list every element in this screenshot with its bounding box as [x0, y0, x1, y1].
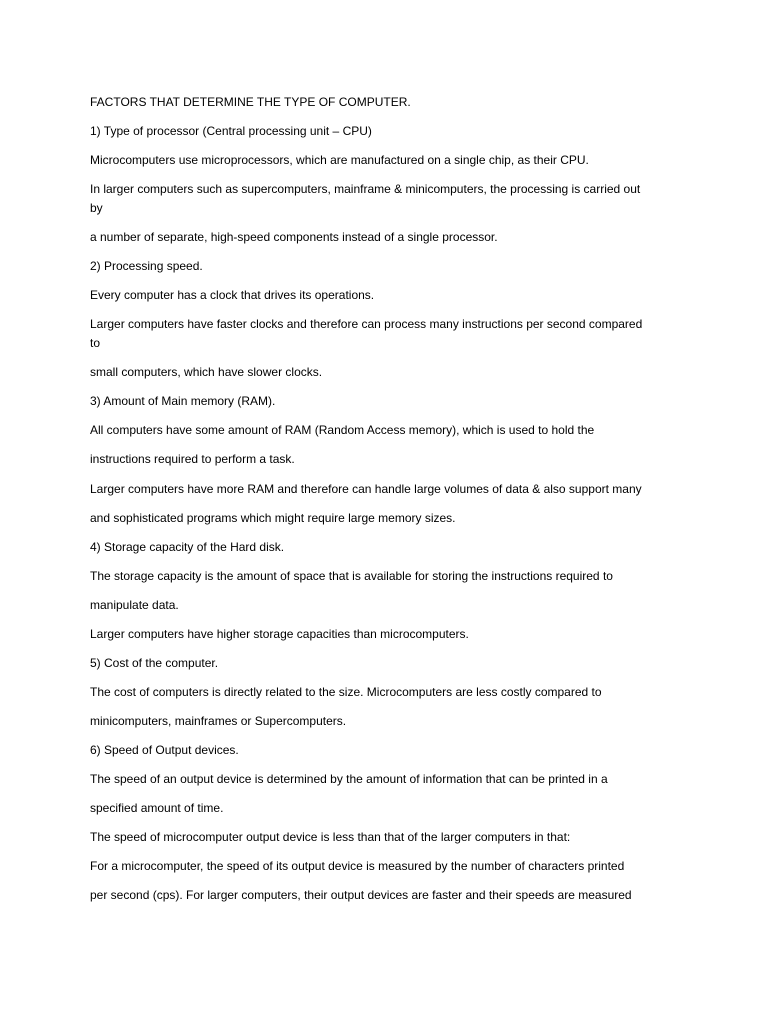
- section-heading-output-speed: 6) Speed of Output devices.: [90, 743, 239, 757]
- text-line: Every computer has a clock that drives its operations.: [90, 288, 375, 302]
- text-line: a number of separate, high-speed components instead of a single processor.: [90, 230, 498, 244]
- text-line: The speed of microcomputer output device is less than that of the larger computers in that:: [90, 830, 571, 844]
- text-line: The speed of an output device is determined by the amount of information that can be printed in a: [90, 772, 608, 786]
- text-line: by: [90, 201, 103, 215]
- text-line: minicomputers, mainframes or Supercomputers.: [90, 714, 347, 728]
- text-line: per second (cps). For larger computers, their output devices are faster and their speeds are measured: [90, 888, 632, 902]
- text-line: instructions required to perform a task.: [90, 452, 295, 466]
- text-line: Larger computers have faster clocks and therefore can process many instructions per second compared: [90, 317, 643, 331]
- text-line: and sophisticated programs which might require large memory sizes.: [90, 511, 456, 525]
- section-heading-processor: 1) Type of processor (Central processing unit – CPU): [90, 124, 372, 138]
- text-line: The storage capacity is the amount of space that is available for storing the instructions required to: [90, 569, 613, 583]
- text-line: For a microcomputer, the speed of its output device is measured by the number of characters printed: [90, 859, 625, 873]
- document-title: FACTORS THAT DETERMINE THE TYPE OF COMPUTER.: [90, 95, 411, 109]
- text-line: Microcomputers use microprocessors, which are manufactured on a single chip, as their CPU.: [90, 153, 589, 167]
- text-line: specified amount of time.: [90, 801, 224, 815]
- text-line: small computers, which have slower clocks.: [90, 365, 323, 379]
- section-heading-storage-capacity: 4) Storage capacity of the Hard disk.: [90, 540, 285, 554]
- text-line: Larger computers have higher storage capacities than microcomputers.: [90, 627, 469, 641]
- text-line: The cost of computers is directly related to the size. Microcomputers are less costly compared to: [90, 685, 602, 699]
- text-line: In larger computers such as supercomputers, mainframe & minicomputers, the processing is carried out: [90, 182, 641, 196]
- text-line: Larger computers have more RAM and therefore can handle large volumes of data & also support many: [90, 482, 642, 496]
- section-heading-processing-speed: 2) Processing speed.: [90, 259, 203, 273]
- text-line: to: [90, 336, 101, 350]
- text-line: manipulate data.: [90, 598, 179, 612]
- section-heading-cost: 5) Cost of the computer.: [90, 656, 219, 670]
- text-line: All computers have some amount of RAM (Random Access memory), which is used to hold the: [90, 423, 595, 437]
- section-heading-main-memory: 3) Amount of Main memory (RAM).: [90, 394, 276, 408]
